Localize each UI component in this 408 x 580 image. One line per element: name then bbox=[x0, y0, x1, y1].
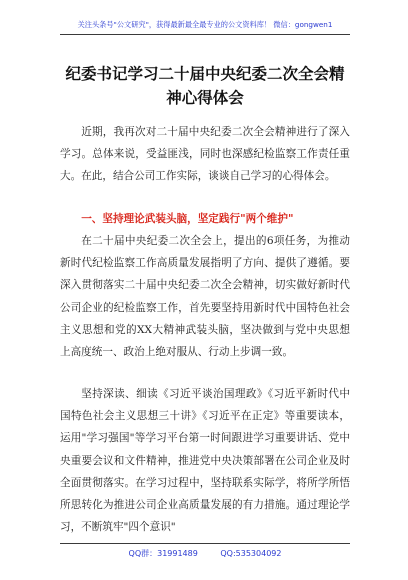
footer-divider bbox=[60, 543, 350, 544]
footer-qq: QQ:535304092 bbox=[220, 549, 282, 558]
paragraph-intro: 近期，我再次对二十届中央纪委二次全会精神进行了深入学习。总体来说，受益匪浅，同时也深感纪检监察工作责任重大。在此，结合公司工作实际，谈谈自己学习的心得体会。 bbox=[60, 126, 350, 183]
footer-qq-group: QQ群：31991489 bbox=[128, 549, 198, 558]
footer bbox=[60, 548, 350, 559]
paragraph-tasks: 在二十届中央纪委二次全会上，提出的6项任务，为推动新时代纪检监察工作高质量发展指明了方向、提供了遵循。要深入贯彻落实二十届中央纪委二次全会精神，切实做好新时代公司企业的纪检监察工作，首先要坚持用新时代中国特色社会主义思想和党的XX大精神武装头脑，坚决做到与党中央思想上高度统一、政治上绝对服从、行动上步调一致。 bbox=[60, 235, 350, 359]
header-banner[interactable]: 关注头条号"公文研究"，获得最新最全最专业的公文资料库！ 微信：gongwen1 bbox=[77, 20, 333, 29]
section-heading-1: 一、坚持理论武装头脑，坚定践行"两个维护" bbox=[81, 213, 294, 225]
paragraph-study: 坚持深读、细读《习近平谈治国理政》《习近平新时代中国特色社会主义思想三十讲》《习近平在正定》等重要读本，运用"学习强国"等学习平台第一时间跟进学习重要讲话、党中央重要会议和文件精神，推进党中央决策部署在公司企业及时全面贯彻落实。在学习过程中，坚持联系实际学，将所学所悟所思转化为推进公司企业高质量发展的有力措施。通过理论学习，不断筑牢"四个意识" bbox=[60, 388, 350, 534]
header-divider bbox=[60, 34, 350, 35]
document-title: 纪委书记学习二十届中央纪委二次全会精神心得体会 bbox=[65, 65, 345, 107]
